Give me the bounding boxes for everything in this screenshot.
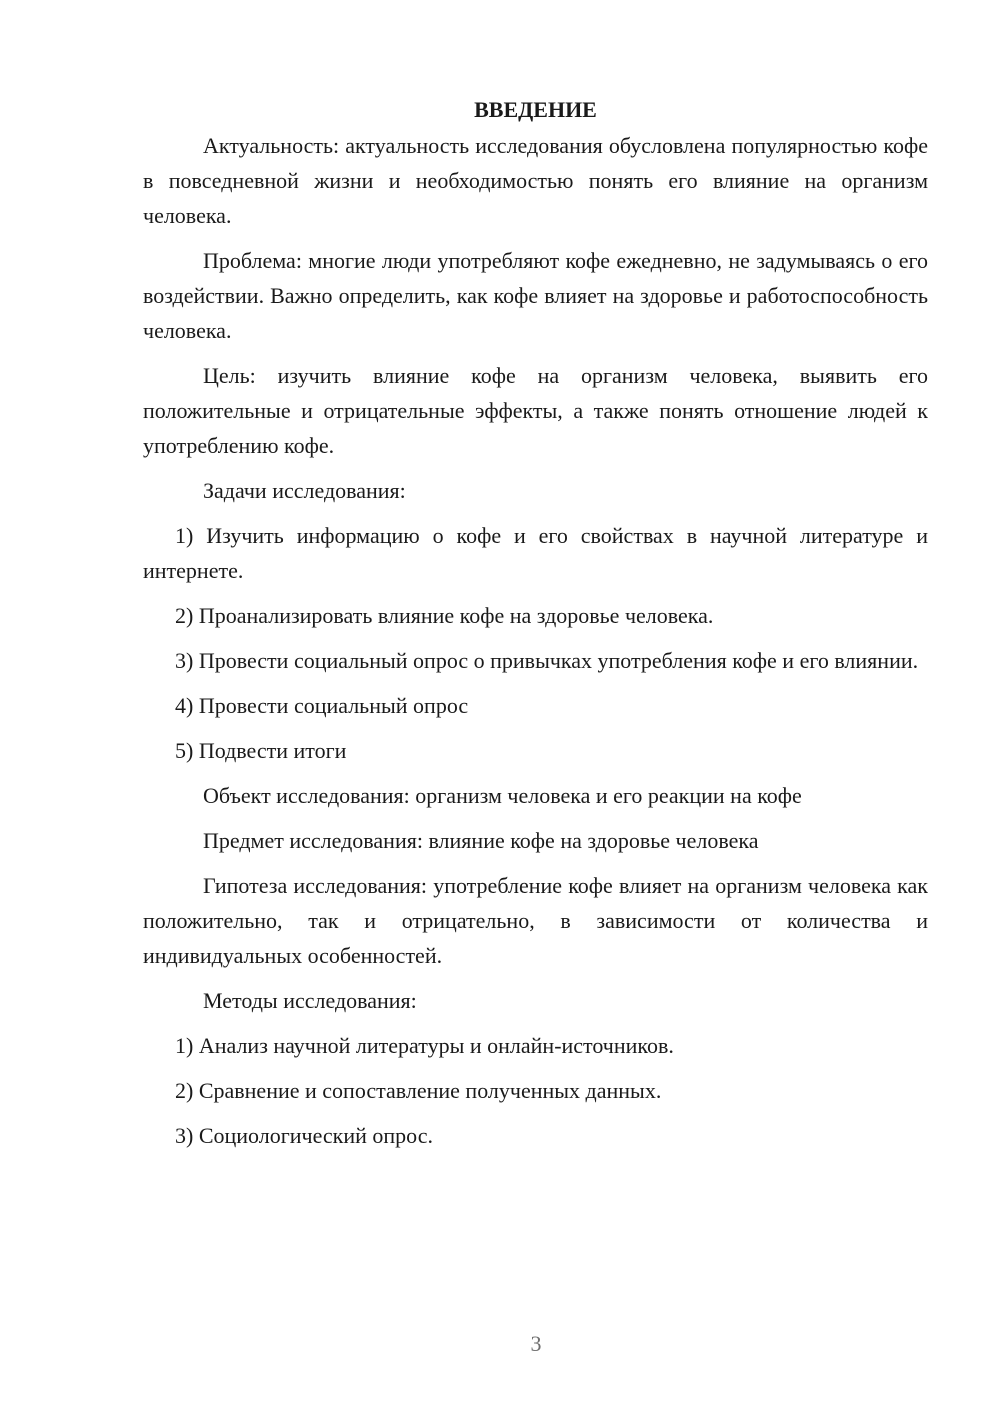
method-item: 2) Сравнение и сопоставление полученных данных. [175,1078,662,1103]
method-item: 3) Социологический опрос. [175,1123,433,1148]
task-item: 2) Проанализировать влияние кофе на здоровье человека. [175,603,714,628]
method-item: 1) Анализ научной литературы и онлайн-источников. [175,1033,674,1058]
subject-paragraph: Предмет исследования: влияние кофе на здоровье человека [203,828,759,853]
task-item: 1) Изучить информацию о кофе и его свойствах в научной литературе и интернете. [143,523,928,583]
task-item: 5) Подвести итоги [175,738,347,763]
task-item: 3) Провести социальный опрос о привычках употребления кофе и его влиянии. [175,648,919,673]
task-item: 4) Провести социальный опрос [175,693,469,718]
object-paragraph: Объект исследования: организм человека и его реакции на кофе [203,783,802,808]
goal-paragraph: Цель: изучить влияние кофе на организм человека, выявить его положительные и отрицательные эффекты, а также понять отношение людей к употреблению кофе. [143,363,928,458]
relevance-paragraph: Актуальность: актуальность исследования обусловлена популярностью кофе в повседневной жизни и необходимостью понять его влияние на организм человека. [143,133,928,228]
document-page [143,92,928,1163]
page-title: ВВЕДЕНИЕ [474,97,597,122]
tasks-heading: Задачи исследования: [203,478,406,503]
methods-heading: Методы исследования: [203,988,417,1013]
hypothesis-paragraph: Гипотеза исследования: употребление кофе влияет на организм человека как положительно, так и отрицательно, в зависимости от количества и индивидуальных особенностей. [143,873,928,968]
problem-paragraph: Проблема: многие люди употребляют кофе ежедневно, не задумываясь о его воздействии. Важно определить, как кофе влияет на здоровье и работоспособность человека. [143,248,928,343]
page-number: 3 [530,1331,542,1356]
